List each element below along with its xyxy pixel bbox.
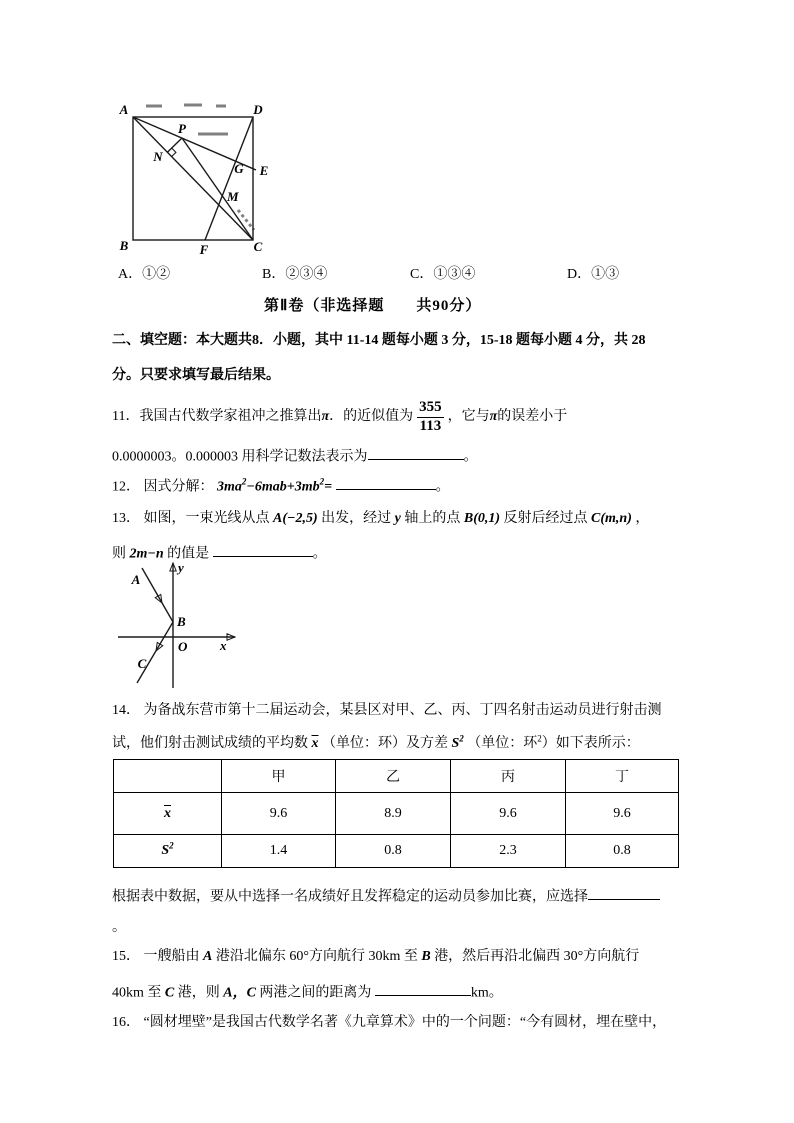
exponent: 2 bbox=[319, 476, 325, 487]
text-run: 两港之间的距离为 bbox=[259, 985, 372, 1001]
pi-symbol: π bbox=[489, 408, 498, 424]
point-A-coords: A(−2,5) bbox=[273, 511, 318, 526]
variance-symbol: S bbox=[161, 843, 170, 858]
text-run: 40km 至 bbox=[112, 985, 165, 1001]
label-x: x bbox=[220, 638, 227, 653]
text-run: 。 bbox=[312, 546, 327, 562]
text-run: 。 bbox=[112, 920, 126, 935]
reflection-axes-figure bbox=[112, 556, 247, 694]
label-N: N bbox=[153, 149, 163, 164]
label-C: C bbox=[253, 239, 263, 254]
question-11-number: 11． bbox=[112, 408, 140, 424]
option-c-value: ①③④ bbox=[433, 267, 476, 282]
fraction-denominator: 113 bbox=[419, 417, 442, 434]
table-header-yi: 乙 bbox=[336, 760, 451, 793]
pi-symbol: π bbox=[321, 408, 330, 424]
table-header-ding: 丁 bbox=[566, 760, 679, 793]
text-run: 轴上的点 bbox=[404, 511, 461, 526]
segment-PN bbox=[167, 138, 182, 152]
text-run: ．的近似值为 bbox=[329, 408, 414, 424]
section-header: 第Ⅱ卷（非选择题 共90分） bbox=[264, 298, 482, 314]
text-run: ，它与 bbox=[447, 408, 490, 424]
exponent: 2 bbox=[241, 476, 247, 487]
option-b-value: ②③④ bbox=[285, 267, 328, 282]
label-O: O bbox=[178, 639, 188, 654]
label-y: y bbox=[178, 560, 184, 575]
text-run: 的误差小于 bbox=[497, 408, 568, 424]
label-B: B bbox=[119, 238, 129, 253]
row-label-s2 bbox=[114, 835, 222, 868]
math-expression: = bbox=[324, 479, 333, 495]
label-G: G bbox=[234, 161, 244, 176]
table-header-jia: 甲 bbox=[222, 760, 336, 793]
option-b bbox=[262, 266, 327, 285]
text-run: 。 bbox=[435, 479, 450, 495]
question-11-line1 bbox=[112, 396, 567, 438]
score-table bbox=[113, 759, 679, 868]
text-run: 的值是 bbox=[167, 546, 210, 562]
row-label-xbar bbox=[114, 793, 222, 835]
table-cell: 9.6 bbox=[566, 793, 679, 835]
text-run: ）如下表所示： bbox=[541, 736, 640, 751]
fraction-numerator: 355 bbox=[417, 399, 444, 417]
variance-symbol: S bbox=[451, 736, 460, 751]
table-header-bing: 丙 bbox=[451, 760, 566, 793]
text-run: 一艘船由 bbox=[143, 949, 203, 964]
question-12 bbox=[112, 476, 450, 497]
table-row-variance bbox=[114, 835, 679, 868]
question-14-conclusion-line1 bbox=[112, 886, 660, 907]
label-A: A bbox=[119, 102, 129, 117]
table-header-row bbox=[114, 760, 679, 793]
question-15-line1 bbox=[112, 948, 639, 967]
question-12-number: 12． bbox=[112, 479, 140, 495]
table-cell: 2.3 bbox=[451, 835, 566, 868]
fill-in-intro-line1: 二、填空题：本大题共8．小题，其中 11-14 题每小题 3 分，15-18 题每小题 4 分，共 28 bbox=[112, 333, 646, 348]
math-expression: −6mab+3mb bbox=[246, 479, 320, 495]
option-a-value: ①② bbox=[142, 267, 171, 282]
incident-ray bbox=[142, 568, 173, 622]
option-c bbox=[410, 266, 475, 285]
right-angle-mark bbox=[172, 148, 176, 157]
table-cell: 8.9 bbox=[336, 793, 451, 835]
question-15-line2 bbox=[112, 982, 503, 1003]
exponent: 2 bbox=[169, 840, 174, 851]
x-bar-symbol: $\overline{x}$ bbox=[164, 805, 171, 821]
answer-blank bbox=[336, 476, 436, 490]
option-a-label: A． bbox=[118, 267, 143, 282]
point-B-coords: B(0,1) bbox=[463, 511, 501, 526]
text-run: 则 bbox=[112, 546, 126, 562]
port-A: A bbox=[203, 949, 213, 964]
answer-blank bbox=[375, 982, 471, 996]
question-16-number: 16． bbox=[112, 1015, 140, 1030]
text-run: 出发，经过 bbox=[321, 511, 395, 526]
text-run: 港沿北偏东 60°方向航行 30km 至 bbox=[215, 949, 422, 964]
question-16-line1 bbox=[112, 1014, 666, 1033]
port-C: C bbox=[164, 985, 175, 1001]
text-run: 根据表中数据，要从中选择一名成绩好且发挥稳定的运动员参加比赛，应选择 bbox=[112, 889, 588, 905]
table-cell: 1.4 bbox=[222, 835, 336, 868]
port-B: B bbox=[421, 949, 431, 964]
text-run: （单位：环 bbox=[467, 736, 538, 751]
option-d-label: D． bbox=[567, 267, 592, 282]
answer-blank bbox=[588, 886, 660, 900]
line-AC bbox=[133, 117, 253, 240]
question-14-line2 bbox=[112, 735, 640, 754]
math-expression: 2m−n bbox=[129, 546, 164, 562]
x-bar-symbol: $\overline{x}$ bbox=[311, 736, 319, 751]
square-geometry-figure bbox=[106, 90, 278, 262]
text-run: 我国古代数学家祖冲之推算出 bbox=[139, 408, 322, 424]
label-M: M bbox=[227, 189, 239, 204]
option-b-label: B． bbox=[262, 267, 286, 282]
answer-blank bbox=[368, 446, 464, 460]
table-cell: 0.8 bbox=[566, 835, 679, 868]
text-run: ， bbox=[635, 511, 650, 526]
text-run: 如图，一束光线从点 bbox=[143, 511, 270, 526]
question-15-number: 15． bbox=[112, 949, 140, 964]
label-C: C bbox=[137, 656, 147, 671]
exponent: 2 bbox=[537, 733, 542, 744]
fill-in-intro-line2: 分。只要求填写最后结果。 bbox=[112, 368, 280, 383]
label-F: F bbox=[199, 242, 209, 257]
option-c-label: C． bbox=[410, 267, 434, 282]
table-corner-cell bbox=[114, 760, 222, 793]
question-13-number: 13． bbox=[112, 511, 140, 526]
text-run: 港，则 bbox=[177, 985, 224, 1001]
question-14-conclusion-line2 bbox=[112, 919, 126, 938]
fraction-355-113 bbox=[417, 399, 444, 435]
question-14-number: 14． bbox=[112, 703, 140, 718]
question-11-line2 bbox=[112, 446, 478, 467]
question-13-line1 bbox=[112, 510, 649, 529]
table-cell: 9.6 bbox=[451, 793, 566, 835]
exponent: 2 bbox=[459, 733, 464, 744]
math-expression: 3ma bbox=[217, 479, 242, 495]
text-run: 反射后经过点 bbox=[503, 511, 588, 526]
question-14-line1 bbox=[112, 702, 662, 721]
option-a bbox=[118, 266, 170, 285]
ports-A-C: A，C bbox=[223, 985, 256, 1001]
text-run: （单位：环）及方差 bbox=[322, 736, 452, 751]
table-row-mean bbox=[114, 793, 679, 835]
text-run: 。 bbox=[463, 449, 478, 465]
table-cell: 0.8 bbox=[336, 835, 451, 868]
text-run: km。 bbox=[470, 985, 503, 1001]
text-run: 港，然后再沿北偏西 30°方向航行 bbox=[434, 949, 640, 964]
text-run: 因式分解： bbox=[143, 479, 214, 495]
label-D: D bbox=[253, 102, 263, 117]
text-run: 试，他们射击测试成绩的平均数 bbox=[112, 736, 308, 751]
y-variable: y bbox=[394, 511, 401, 526]
reflected-ray bbox=[137, 622, 173, 683]
label-E: E bbox=[259, 163, 269, 178]
label-P: P bbox=[178, 121, 186, 136]
text-run: “圆材埋壁”是我国古代数学名著《九章算术》中的一个问题：“今有圆材，埋在壁中， bbox=[143, 1015, 667, 1030]
label-B: B bbox=[177, 614, 186, 629]
text-run: 0.0000003。0.000003 用科学记数法表示为 bbox=[112, 449, 368, 465]
point-C-coords: C(m,n) bbox=[591, 511, 632, 526]
text-run: 为备战东营市第十二届运动会，某县区对甲、乙、丙、丁四名射击运动员进行射击测 bbox=[143, 703, 662, 718]
option-d-value: ①③ bbox=[591, 267, 620, 282]
option-d bbox=[567, 266, 619, 285]
table-cell: 9.6 bbox=[222, 793, 336, 835]
label-A: A bbox=[131, 572, 141, 587]
